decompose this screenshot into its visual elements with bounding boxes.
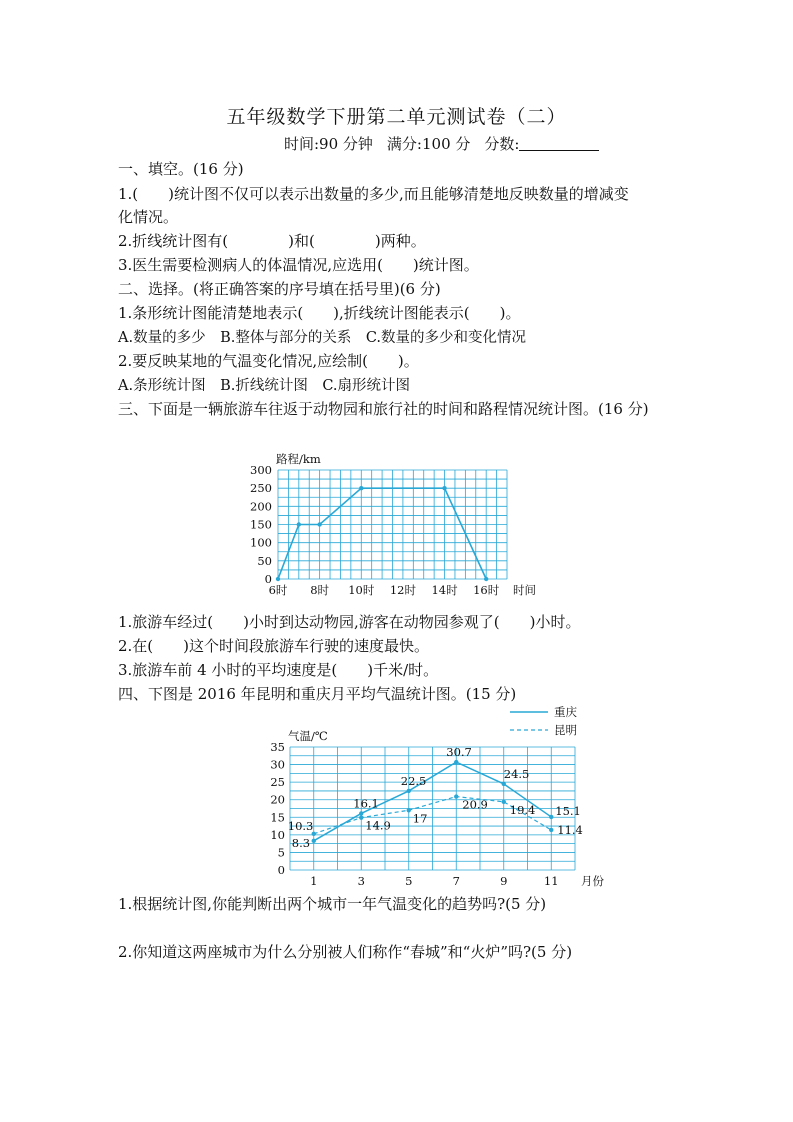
data-label: 15.1 bbox=[555, 803, 581, 818]
x-axis-label: 月份 bbox=[581, 874, 604, 888]
data-label: 16.1 bbox=[353, 796, 379, 811]
time-limit: 时间:90 分钟 bbox=[284, 135, 373, 153]
x-tick-label: 9 bbox=[500, 874, 508, 888]
y-tick-label: 0 bbox=[264, 572, 272, 586]
s1-question-2: 2.折线统计图有( )和( )两种。 bbox=[118, 232, 426, 250]
data-point bbox=[549, 828, 553, 832]
data-label: 8.3 bbox=[291, 835, 311, 850]
data-label: 19.4 bbox=[509, 802, 536, 817]
data-point bbox=[502, 782, 506, 786]
y-tick-label: 5 bbox=[277, 845, 285, 860]
section-1-heading: 一、填空。(16 分) bbox=[118, 160, 244, 178]
x-tick-label: 16时 bbox=[473, 583, 500, 597]
data-point bbox=[359, 486, 363, 490]
s2-question-2: 2.要反映某地的气温变化情况,应绘制( )。 bbox=[118, 352, 419, 370]
y-axis-label: 气温/℃ bbox=[288, 729, 328, 743]
data-point bbox=[276, 577, 280, 581]
section-4-heading: 四、下图是 2016 年昆明和重庆月平均气温统计图。(15 分) bbox=[118, 685, 517, 703]
data-point bbox=[454, 794, 458, 798]
s3-question-3: 3.旅游车前 4 小时的平均速度是( )千米/时。 bbox=[118, 661, 439, 679]
s1-question-1-cont: 化情况。 bbox=[118, 208, 179, 226]
data-label: 22.5 bbox=[400, 773, 427, 788]
data-point bbox=[484, 577, 488, 581]
score-label: 分数: bbox=[484, 135, 520, 153]
y-tick-label: 300 bbox=[250, 463, 272, 477]
s2-question-1-options: A.数量的多少 B.整体与部分的关系 C.数量的多少和变化情况 bbox=[118, 330, 527, 346]
data-point bbox=[312, 839, 316, 843]
data-label: 30.7 bbox=[446, 745, 472, 760]
data-point bbox=[407, 789, 411, 793]
distance-time-chart bbox=[240, 440, 560, 605]
full-score: 满分:100 分 bbox=[386, 135, 471, 153]
s4-question-2: 2.你知道这两座城市为什么分别被人们称作“春城”和“火炉”吗?(5 分) bbox=[118, 943, 573, 961]
data-label: 24.5 bbox=[503, 766, 530, 781]
data-label: 17 bbox=[412, 811, 428, 826]
y-tick-label: 35 bbox=[270, 740, 285, 754]
y-tick-label: 250 bbox=[250, 481, 272, 496]
y-tick-label: 200 bbox=[250, 499, 272, 514]
y-tick-label: 10 bbox=[270, 827, 285, 842]
x-tick-label: 1 bbox=[310, 874, 318, 888]
s2-question-2-options: A.条形统计图 B.折线统计图 C.扇形统计图 bbox=[118, 378, 411, 394]
y-tick-label: 20 bbox=[270, 792, 285, 807]
s4-question-1: 1.根据统计图,你能判断出两个城市一年气温变化的趋势吗?(5 分) bbox=[118, 895, 547, 913]
data-point bbox=[359, 811, 363, 815]
x-tick-label: 7 bbox=[452, 874, 460, 888]
data-point bbox=[359, 815, 363, 819]
y-axis-label: 路程/km bbox=[276, 452, 321, 466]
data-label: 10.3 bbox=[287, 818, 314, 833]
score-blank[interactable] bbox=[519, 136, 599, 151]
y-tick-label: 30 bbox=[270, 757, 285, 772]
x-tick-label: 3 bbox=[357, 874, 365, 888]
data-point bbox=[317, 522, 321, 526]
data-point bbox=[442, 486, 446, 490]
s3-question-2: 2.在( )这个时间段旅游车行驶的速度最快。 bbox=[118, 637, 430, 655]
legend-label-chongqing: 重庆 bbox=[554, 705, 577, 719]
data-point bbox=[407, 808, 411, 812]
s1-question-3: 3.医生需要检测病人的体温情况,应选用( )统计图。 bbox=[118, 256, 479, 274]
data-point bbox=[297, 522, 301, 526]
x-axis-label: 时间 bbox=[513, 583, 536, 597]
section-3-heading: 三、下面是一辆旅游车往返于动物园和旅行社的时间和路程情况统计图。(16 分) bbox=[118, 400, 649, 418]
x-tick-label: 12时 bbox=[389, 583, 416, 597]
y-tick-label: 100 bbox=[250, 535, 272, 550]
data-label: 14.9 bbox=[365, 818, 391, 833]
x-tick-label: 10时 bbox=[348, 583, 375, 597]
y-tick-label: 15 bbox=[270, 810, 285, 825]
exam-info bbox=[284, 133, 613, 154]
s3-question-1: 1.旅游车经过( )小时到达动物园,游客在动物园参观了( )小时。 bbox=[118, 613, 581, 631]
y-tick-label: 150 bbox=[250, 517, 272, 532]
x-tick-label: 5 bbox=[405, 874, 413, 888]
s2-question-1: 1.条形统计图能清楚地表示( ),折线统计图能表示( )。 bbox=[118, 304, 521, 322]
section-2-heading: 二、选择。(将正确答案的序号填在括号里)(6 分) bbox=[118, 280, 441, 298]
data-point bbox=[454, 760, 458, 764]
y-tick-label: 25 bbox=[270, 775, 285, 790]
data-point bbox=[502, 800, 506, 804]
data-label: 11.4 bbox=[557, 822, 583, 837]
x-tick-label: 6时 bbox=[268, 583, 288, 597]
x-tick-label: 8时 bbox=[310, 583, 330, 597]
y-tick-label: 50 bbox=[257, 553, 272, 568]
y-tick-label: 0 bbox=[277, 863, 285, 877]
x-tick-label: 11 bbox=[543, 874, 559, 888]
temperature-chart bbox=[240, 700, 620, 892]
data-point bbox=[549, 815, 553, 819]
x-tick-label: 14时 bbox=[431, 583, 458, 597]
s1-question-1: 1.( )统计图不仅可以表示出数量的多少,而且能够清楚地反映数量的增减变 bbox=[118, 185, 629, 203]
data-label: 20.9 bbox=[462, 797, 488, 812]
page-title: 五年级数学下册第二单元测试卷（二） bbox=[226, 106, 567, 128]
legend-label-kunming: 昆明 bbox=[554, 723, 577, 737]
